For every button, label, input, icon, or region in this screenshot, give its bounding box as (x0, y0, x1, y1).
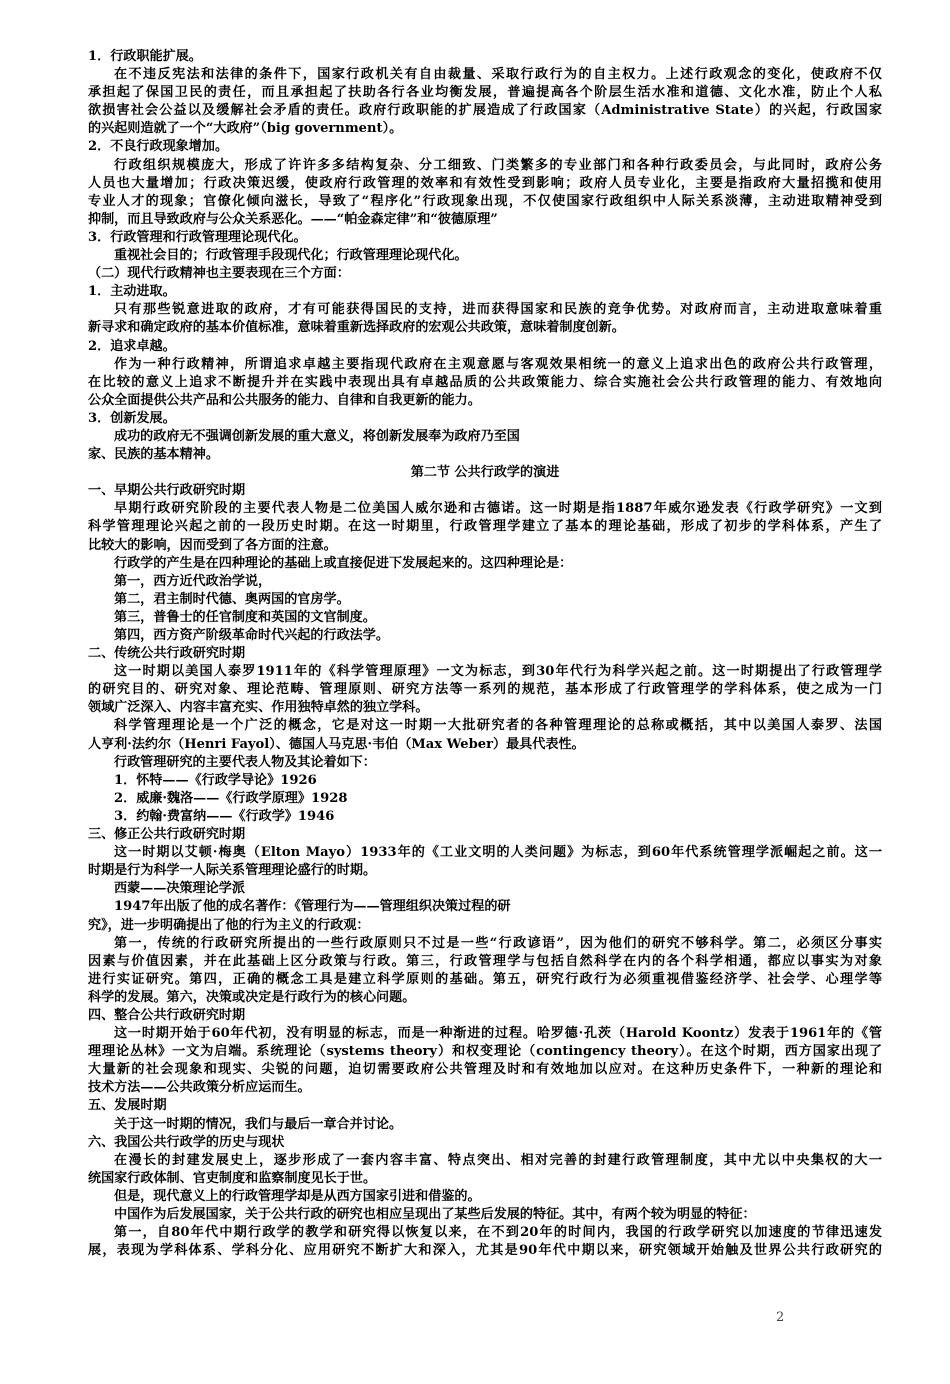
text-line: 第三，普鲁士的任官制度和英国的文官制度。 (114, 609, 376, 625)
text-line: 统国家行政体制、官吏制度和监察制度见长于世。 (88, 1170, 377, 1186)
text-line: 1．主动进取。 (88, 284, 176, 300)
text-line: 领域广泛深入、内容丰富充实、作用独特卓然的独立学科。 (88, 700, 429, 716)
text-line: 这一时期以美国人泰罗1911年的《科学管理原理》一文为标志，到30年代行为科学兴起之前。这一时期提出了行政管理学 (114, 664, 882, 680)
text-line: 因素与价值因素，并在此基础上区分政策与行政。第三，行政管理学与包括自然科学在内的各个科学相通，都应以事实为对象 (88, 953, 882, 969)
text-line: 三、修正公共行政研究时期 (88, 827, 246, 843)
text-line: 科学的发展。第六，决策或决定是行政行为的核心问题。 (88, 989, 416, 1005)
text-line: 中国作为后发展国家，关于公共行政的研究也相应呈现出了某些后发展的特征。其中，有两个较为明显的特征： (114, 1207, 756, 1222)
text-line: 第一，西方近代政治学说， (114, 573, 272, 589)
text-line: 五、发展时期 (88, 1098, 167, 1114)
text-line: 进行实证研究。第四，正确的概念工具是建立科学原则的基础。第五，研究行政行为必须重视借鉴经济学、社会学、心理学等 (88, 971, 882, 987)
text-line: 六、我国公共行政学的历史与现状 (88, 1134, 285, 1150)
text-line: 科学管理理论是一个广泛的概念，它是对这一时期一大批研究者的各种管理理论的总称或概括，其中以美国人泰罗、法国 (114, 718, 882, 734)
text-line: 行政组织规模庞大，形成了许许多多结构复杂、分工细致、门类繁多的专业部门和各种行政委员会，与此同时，政府公务 (114, 157, 882, 173)
text-line: 科学管理理论兴起之前的一段历史时期。在这一时期里，行政管理学建立了基本的理论基础，形成了初步的学科体系，产生了 (88, 519, 882, 535)
text-line: 第四，西方资产阶级革命时代兴起的行政法学。 (114, 628, 389, 643)
text-line: 时期是行为科学一人际关系管理理论盛行的时期。 (88, 863, 377, 879)
text-line: 大量新的社会现象和现实、尖锐的问题，迫切需要政府公共管理及时和有效地加以应对。在这种历史条件下，一种新的理论和 (88, 1062, 882, 1078)
text-line: 公众全面提供公共产品和公共服务的能力、自律和自我更新的能力。 (88, 392, 481, 408)
text-line: 在比较的意义上追求不断提升并在实践中表现出具有卓越品质的公共政策能力、综合实施社会公共行政管理的能力、有效地向 (88, 374, 882, 390)
text-line: 的研究目的、研究对象、理论范畴、管理原则、研究方法等一系列的规范，基本形成了行政管理学的学科体系，使之成为一门 (88, 682, 882, 698)
text-line: 技术方法——公共政策分析应运而生。 (88, 1080, 311, 1096)
text-line: 人员也大量增加；行政决策迟缓，使政府行政管理的效率和有效性受到影响；政府人员专业化，主要是指政府大量招揽和使用 (88, 175, 882, 191)
text-line: 四、整合公共行政研究时期 (88, 1007, 246, 1023)
text-line: 行政学的产生是在四种理论的基础上或直接促进下发展起来的。这四种理论是： (114, 555, 573, 571)
section-heading: 第二节 公共行政学的演进 (410, 465, 560, 481)
text-line: 3．创新发展。 (88, 410, 176, 426)
text-line: 欲损害社会公益以及缓解社会矛盾的责任。政府行政职能的扩展造成了行政国家（Administrative State）的兴起，行政国家 (88, 103, 882, 119)
text-line: 2．威廉·魏洛——《行政学原理》1928 (114, 790, 348, 806)
text-line: 展，表现为学科体系、学科分化、应用研究不断扩大和深入，尤其是90年代中期以来，研究领域开始触及世界公共行政研究的 (88, 1243, 882, 1259)
text-line: 二、传统公共行政研究时期 (88, 646, 246, 662)
page-number: 2 (776, 1310, 785, 1325)
text-line: 重视社会目的；行政管理手段现代化；行政管理理论现代化。 (114, 248, 468, 264)
text-line: 行政管理研究的主要代表人物及其论着如下： (114, 754, 376, 770)
text-line: 专业人才的现象；官僚化倾向滋长，导致了“程序化”行政现象出现，不仅使国家行政组织中人际关系淡薄，主动进取精神受到 (88, 193, 882, 209)
text-line: 2．追求卓越。 (88, 338, 176, 354)
text-line: 承担起了保国卫民的责任，而且承担起了扶助各行各业均衡发展，普遍提高各个阶层生活水准和道德、文化水准，防止个人私 (88, 85, 882, 101)
text-line: 第一，传统的行政研究所提出的一些行政原则只不过是一些“行政谚语”，因为他们的研究不够科学。第二，必须区分事实 (114, 935, 882, 951)
text-line: 理理论丛林》一文为启端。系统理论（systems theory）和权变理论（contingency theory）。在这个时期，西方国家出现了 (88, 1044, 882, 1060)
text-line: 3．行政管理和行政管理理论现代化。 (88, 229, 307, 245)
text-line: 1947年出版了他的成名著作：《管理行为——管理组织决策过程的研 (114, 899, 511, 915)
text-line: 第二，君主制时代德、奥两国的官房学。 (114, 591, 350, 607)
text-line: 作为一种行政精神，所谓追求卓越主要指现代政府在主观意愿与客观效果相统一的意义上追求出色的政府公共行政管理， (114, 356, 882, 372)
text-line: 2．不良行政现象增加。 (88, 139, 229, 155)
text-line: 早期行政研究阶段的主要代表人物是二位美国人威尔逊和古德诺。这一时期是指1887年威尔逊发表《行政学研究》一文到 (114, 501, 882, 517)
text-line: 成功的政府无不强调创新发展的重大意义，将创新发展奉为政府乃至国 (114, 428, 520, 444)
text-line: 第一，自80年代中期行政学的教学和研究得以恢复以来，在不到20年的时间内，我国的行政学研究以加速度的节律迅速发 (114, 1225, 882, 1241)
text-line: 关于这一时期的情况，我们与最后一章合并讨论。 (114, 1116, 403, 1132)
text-line: 比较大的影响，因而受到了各方面的注意。 (88, 537, 337, 553)
text-line: 新寻求和确定政府的基本价值标准，意味着重新选择政府的宏观公共政策，意味着制度创新。 (88, 320, 625, 336)
text-line: 家、民族的基本精神。 (88, 447, 219, 463)
text-line: 在漫长的封建发展史上，逐步形成了一套内容丰富、特点突出、相对完善的封建行政管理制度，其中尤以中央集权的大一 (114, 1152, 882, 1168)
text-line: 这一时期以艾顿·梅奥（Elton Mayo）1933年的《工业文明的人类问题》为标志，到60年代系统管理学派崛起之前。这一 (114, 845, 882, 861)
text-line: 这一时期开始于60年代初，没有明显的标志，而是一种渐进的过程。哈罗德·孔茨（Harold Koontz）发表于1961年的《管 (114, 1026, 882, 1042)
text-line: （二）现代行政精神也主要表现在三个方面： (88, 266, 350, 282)
text-line: 但是，现代意义上的行政管理学却是从西方国家引进和借鉴的。 (114, 1188, 481, 1204)
text-line: 在不违反宪法和法律的条件下，国家行政机关有自由裁量、采取行政行为的自主权力。上述行政观念的变化，使政府不仅 (114, 67, 882, 83)
text-line: 只有那些锐意进取的政府，才有可能获得国民的支持，进而获得国家和民族的竞争优势。对政府而言，主动进取意味着重 (114, 302, 882, 318)
text-line: 究》，进一步明确提出了他的行为主义的行政观： (88, 917, 370, 933)
text-line: 3．约翰·费富纳——《行政学》1946 (114, 808, 335, 824)
text-line: 西蒙——决策理论学派 (114, 881, 245, 897)
text-line: 人亨利·法约尔（Henri Fayol）、德国人马克思·韦伯（Max Weber）最具代表性。 (88, 736, 585, 752)
text-line: 1．行政职能扩展。 (88, 49, 202, 64)
document-body (88, 48, 882, 1260)
text-line: 抑制，而且导致政府与公众关系恶化。——“帕金森定律”和“彼德原理” (88, 211, 498, 227)
text-line: 1．怀特——《行政学导论》1926 (114, 772, 317, 788)
text-line: 的兴起则造就了一个“大政府”（big government）。 (88, 121, 403, 137)
text-line: 一、早期公共行政研究时期 (88, 483, 246, 499)
